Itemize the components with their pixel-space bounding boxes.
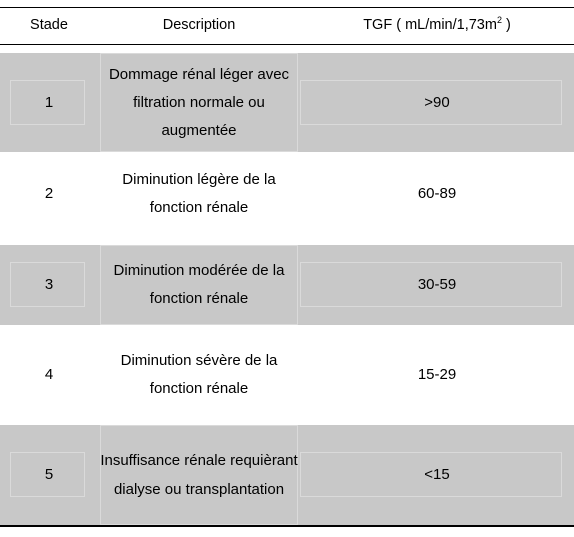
stage-cell: 4: [44, 366, 54, 383]
header-tgf: [300, 8, 574, 44]
tgf-cell: >90: [424, 93, 450, 111]
table-header-rule: [0, 44, 574, 45]
table-row: [0, 245, 574, 325]
table-header-row: [0, 8, 574, 44]
header-tgf-close: ): [501, 17, 511, 33]
header-description: Description: [162, 17, 236, 33]
table-row: [0, 425, 574, 525]
header-tgf-superscript: 2: [496, 15, 502, 25]
stage-cell: 1: [44, 93, 54, 111]
table-row: [0, 152, 574, 236]
description-cell: Insuffisance rénale requièrant dialyse ou transplantation: [100, 452, 298, 498]
description-cell: Dommage rénal léger avec filtration normale ou augmentée: [108, 65, 290, 139]
description-cell: Diminution sévère de la fonction rénale: [120, 352, 278, 397]
description-cell: Diminution modérée de la fonction rénale: [113, 262, 285, 307]
tgf-cell: 60-89: [417, 185, 457, 202]
table-row: [0, 53, 574, 152]
description-cell: Diminution légère de la fonction rénale: [122, 171, 276, 216]
header-tgf-text: TGF ( mL/min/1,73m: [363, 17, 497, 33]
tgf-cell: 30-59: [417, 276, 457, 293]
tgf-cell: <15: [424, 466, 450, 483]
stage-cell: 2: [44, 185, 54, 202]
table-bottom-rule: [0, 525, 574, 527]
header-stage: Stade: [30, 17, 68, 33]
stage-cell: 5: [44, 466, 54, 483]
table-row: [0, 334, 574, 416]
tgf-cell: 15-29: [417, 366, 457, 383]
stage-cell: 3: [44, 276, 54, 293]
